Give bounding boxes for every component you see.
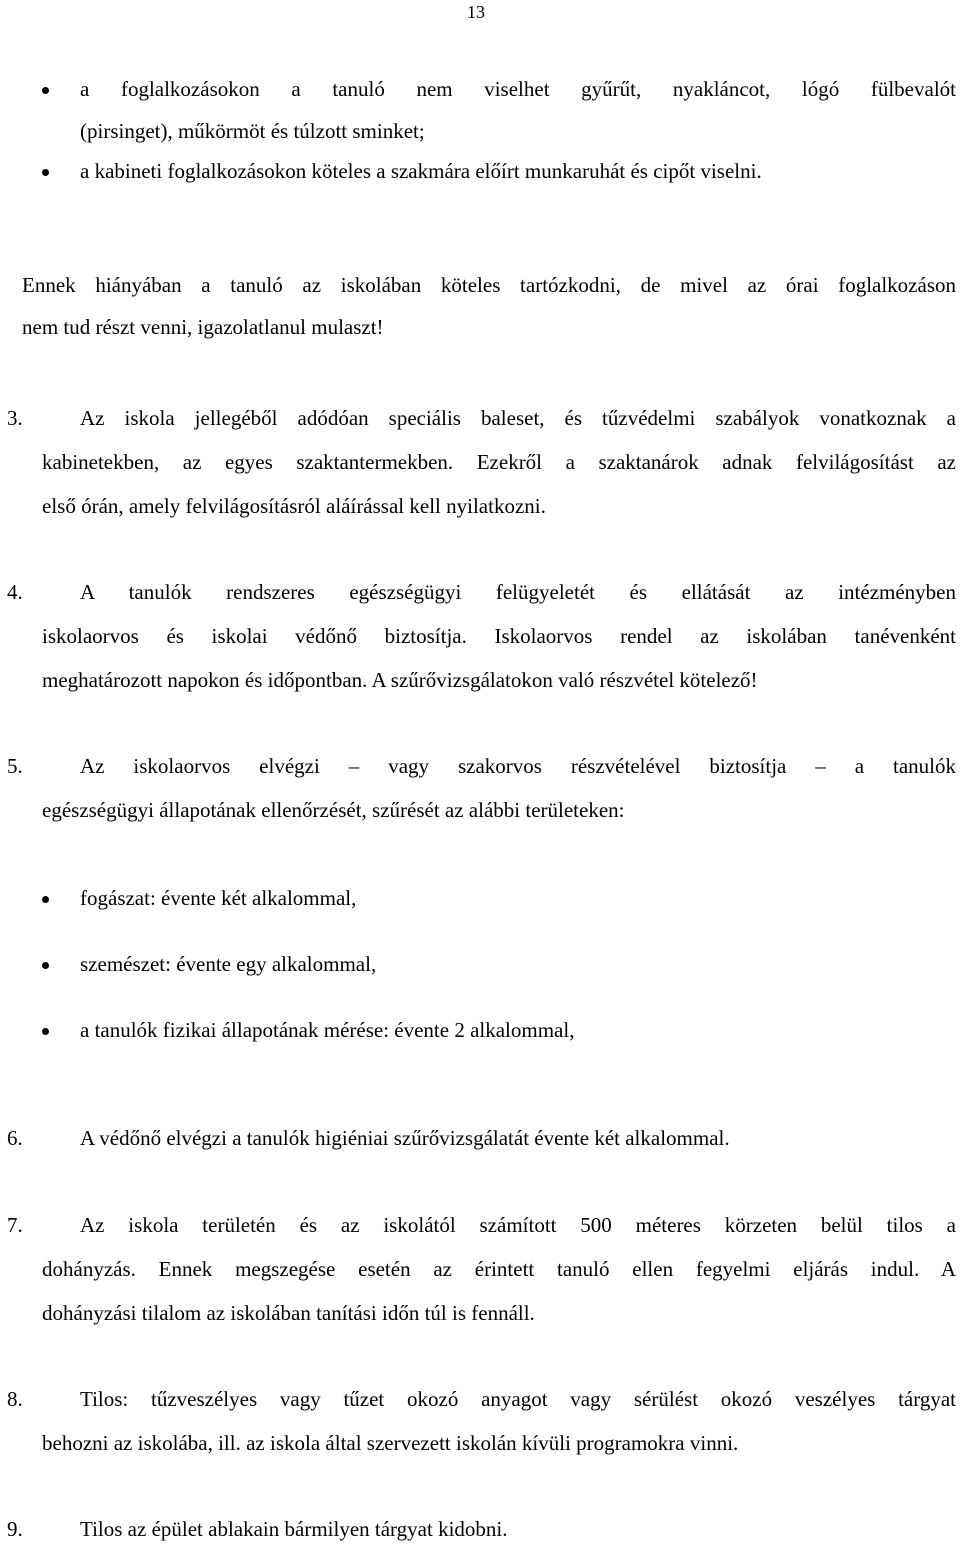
item-number: 8. (7, 1387, 23, 1411)
bullet-icon (42, 1028, 49, 1035)
bullet-icon (42, 896, 49, 903)
bullet-line: a kabineti foglalkozásokon köteles a szakmára előírt munkaruhát és cipőt viselni. (80, 159, 762, 183)
item-number: 4. (7, 580, 23, 604)
bullet-icon (42, 962, 49, 969)
item-line: első órán, amely felvilágosításról aláírással kell nyilatkozni. (42, 494, 546, 518)
item-number: 3. (7, 406, 23, 430)
paragraph-line: Ennek hiányában a tanuló az iskolában köteles tartózkodni, de mivel az órai foglalkozáson (22, 273, 956, 297)
bullet-line: fogászat: évente két alkalommal, (80, 886, 357, 910)
item-line: Tilos az épület ablakain bármilyen tárgyat kidobni. (80, 1517, 508, 1541)
item-number: 6. (7, 1126, 23, 1150)
item-line: meghatározott napokon és időpontban. A szűrővizsgálatokon való részvétel kötelező! (42, 668, 758, 692)
item-line: kabinetekben, az egyes szaktantermekben. Ezekről a szaktanárok adnak felvilágosítást az (42, 450, 956, 474)
bullet-icon (42, 87, 49, 94)
bullet-line: a tanulók fizikai állapotának mérése: évente 2 alkalommal, (80, 1018, 575, 1042)
item-line: Az iskola jellegéből adódóan speciális baleset, és tűzvédelmi szabályok vonatkoznak a (80, 406, 956, 430)
item-line: dohányzási tilalom az iskolában tanítási időn túl is fennáll. (42, 1301, 535, 1325)
item-line: Az iskola területén és az iskolától számított 500 méteres körzeten belül tilos a (80, 1213, 956, 1237)
bullet-icon (42, 169, 49, 176)
bullet-line: a foglalkozásokon a tanuló nem viselhet gyűrűt, nyakláncot, lógó fülbevalót (80, 77, 956, 101)
item-line: A tanulók rendszeres egészségügyi felügyeletét és ellátását az intézményben (80, 580, 956, 604)
item-number: 9. (7, 1517, 23, 1541)
item-number: 5. (7, 754, 23, 778)
page-number: 13 (467, 2, 485, 22)
item-line: A védőnő elvégzi a tanulók higiéniai szűrővizsgálatát évente két alkalommal. (80, 1126, 730, 1150)
item-line: Az iskolaorvos elvégzi – vagy szakorvos részvételével biztosítja – a tanulók (80, 754, 956, 778)
item-line: iskolaorvos és iskolai védőnő biztosítja. Iskolaorvos rendel az iskolában tanévenként (42, 624, 956, 648)
item-number: 7. (7, 1213, 23, 1237)
item-line: egészségügyi állapotának ellenőrzését, szűrését az alábbi területeken: (42, 798, 625, 822)
paragraph-line: nem tud részt venni, igazolatlanul mulaszt! (22, 315, 384, 339)
item-line: behozni az iskolába, ill. az iskola által szervezett iskolán kívüli programokra vinni. (42, 1431, 739, 1455)
bullet-line: (pirsinget), műkörmöt és túlzott sminket; (80, 119, 425, 143)
note-paragraph (22, 264, 956, 348)
item-line: dohányzás. Ennek megszegése esetén az érintett tanuló ellen fegyelmi eljárás indul. A (42, 1257, 956, 1281)
item-line: Tilos: tűzveszélyes vagy tűzet okozó anyagot vagy sérülést okozó veszélyes tárgyat (80, 1387, 956, 1411)
bullet-line: szemészet: évente egy alkalommal, (80, 952, 377, 976)
